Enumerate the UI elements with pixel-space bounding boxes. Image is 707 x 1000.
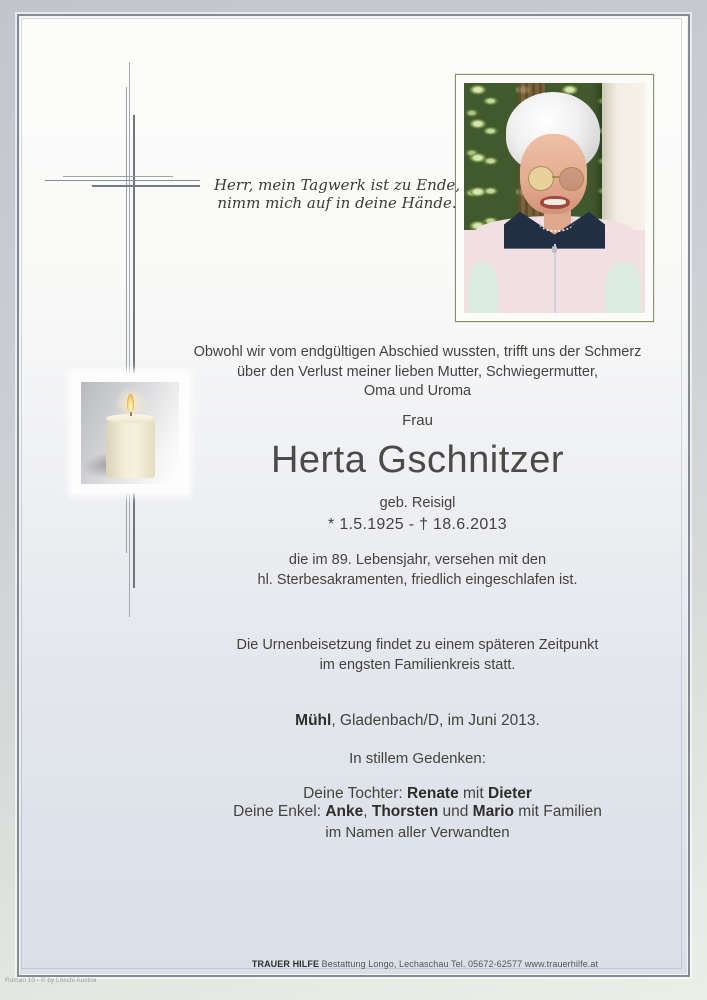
quote-line: Herr, mein Tagwerk ist zu Ende, xyxy=(213,176,461,194)
funeral-home-details: Bestattung Longo, Lechaschau Tel. 05672-62577 www.trauerhilfe.at xyxy=(319,959,599,969)
zipper xyxy=(554,244,556,313)
salutation: Frau xyxy=(402,412,433,429)
intro-line: Obwohl wir vom endgültigen Abschied wussten, trifft uns der Schmerz xyxy=(193,344,642,360)
jacket-mint-panel xyxy=(468,262,499,313)
smile xyxy=(540,196,570,210)
grandchildren-suffix: mit Familien xyxy=(514,803,602,820)
passing-line: die im 89. Lebensjahr, versehen mit den xyxy=(288,552,547,568)
portrait-scene xyxy=(464,83,645,313)
cross-horizontal-line xyxy=(92,185,200,187)
dateline-rest: , Gladenbach/D, im Juni 2013. xyxy=(331,712,540,729)
maiden-name: geb. Reisigl xyxy=(379,495,456,511)
remembrance-line: In stillem Gedenken: xyxy=(349,750,486,767)
funeral-home-footer xyxy=(165,959,685,969)
template-watermark: Roman 10 - © by Löschi Austria xyxy=(5,977,97,984)
grandchildren-line xyxy=(155,803,680,821)
separator: , xyxy=(363,803,372,820)
grandchild-name: Thorsten xyxy=(371,803,439,820)
memorial-quote xyxy=(187,176,487,212)
glasses-lens xyxy=(559,167,584,191)
cross-horizontal-line xyxy=(45,180,200,181)
daughter-sep: mit xyxy=(458,785,488,802)
teeth xyxy=(544,199,567,205)
intro-line: über den Verlust meiner lieben Mutter, Schwiegermutter, xyxy=(236,363,599,380)
burial-line: Die Urnenbeisetzung findet zu einem späteren Zeitpunkt xyxy=(236,637,599,653)
passing-line: hl. Sterbesakramenten, friedlich eingeschlafen ist. xyxy=(257,571,578,588)
zipper-pull xyxy=(552,246,557,253)
candle-body xyxy=(106,417,155,478)
intro-paragraph xyxy=(155,343,680,402)
closing-line: im Namen aller Verwandten xyxy=(325,824,510,841)
place-dateline xyxy=(155,712,680,730)
cross-horizontal-line xyxy=(63,176,173,177)
daughter-partner-name: Dieter xyxy=(488,785,532,802)
grandchildren-label: Deine Enkel: xyxy=(233,803,326,820)
deceased-name: Herta Gschnitzer xyxy=(270,439,565,481)
burial-line: im engsten Familienkreis statt. xyxy=(319,656,516,673)
intro-line: Oma und Uroma xyxy=(363,383,472,399)
glasses-bridge xyxy=(552,176,560,178)
passing-paragraph xyxy=(155,551,680,590)
grandchild-name: Anke xyxy=(325,803,364,820)
place-name: Mühl xyxy=(295,712,332,729)
burial-paragraph xyxy=(155,636,680,675)
funeral-home-brand: TRAUER HILFE xyxy=(251,959,320,969)
daughter-name: Renate xyxy=(407,785,459,802)
separator: und xyxy=(438,803,473,820)
quote-line: nimm mich auf in deine Hände. xyxy=(217,194,457,212)
candle-flame-icon xyxy=(127,394,135,411)
birth-death-dates: * 1.5.1925 - † 18.6.2013 xyxy=(328,516,507,533)
cross-vertical-line xyxy=(129,62,130,617)
jacket-mint-panel xyxy=(605,262,641,313)
grandchild-name: Mario xyxy=(472,803,514,820)
daughter-label: Deine Tochter: xyxy=(303,785,408,802)
daughter-line xyxy=(155,785,680,803)
